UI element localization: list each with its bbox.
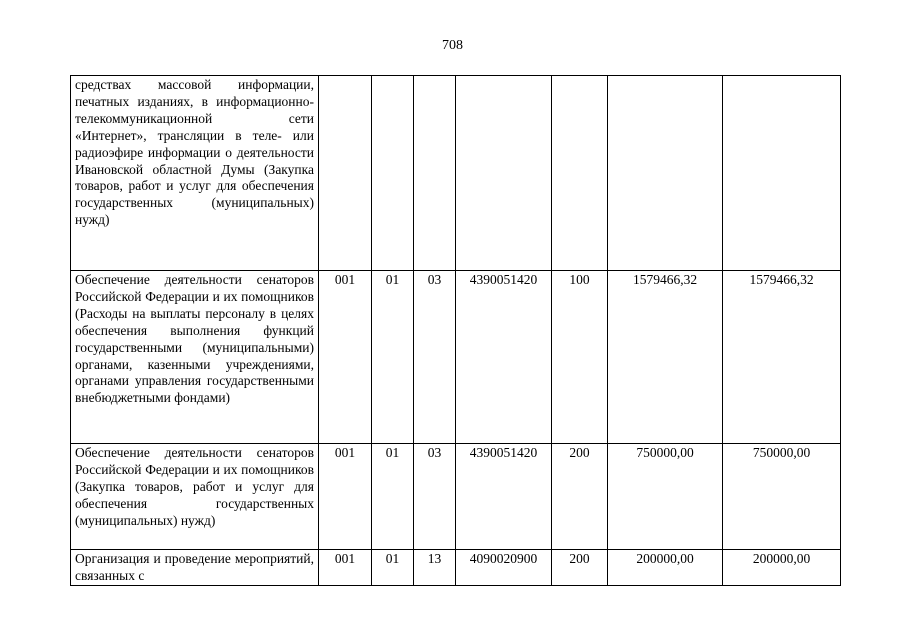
sum-year-2: 1579466,32 (723, 271, 841, 444)
page-number: 708 (442, 38, 463, 53)
subsection-code: 03 (414, 271, 456, 444)
target-article-code: 4390051420 (456, 271, 552, 444)
ministry-code (319, 76, 372, 271)
subsection-code: 13 (414, 550, 456, 586)
table-row (71, 550, 841, 586)
table-row (71, 76, 841, 271)
target-article-code: 4390051420 (456, 444, 552, 550)
expense-description: Обеспечение деятельности сенаторов Российской Федерации и их помощников (Расходы на выплаты персоналу в целях обеспечения выполнения функций государственными (муниципальными) органами, казенными учреждениями, органами управления государственными внебюджетными фондами) (71, 271, 319, 444)
section-code (372, 76, 414, 271)
expense-type-code: 100 (552, 271, 608, 444)
sum-year-1: 1579466,32 (608, 271, 723, 444)
section-code: 01 (372, 550, 414, 586)
expense-description: Обеспечение деятельности сенаторов Российской Федерации и их помощников (Закупка товаров, работ и услуг для обеспечения государственных (муниципальных) нужд) (71, 444, 319, 550)
sum-year-1 (608, 76, 723, 271)
section-code: 01 (372, 444, 414, 550)
ministry-code: 001 (319, 444, 372, 550)
expense-type-code: 200 (552, 550, 608, 586)
table-row (71, 444, 841, 550)
sum-year-2: 200000,00 (723, 550, 841, 586)
expense-type-code: 200 (552, 444, 608, 550)
budget-table (70, 75, 841, 586)
expense-description: средствах массовой информации, печатных изданиях, в информационно-телекоммуникационной сети «Интернет», трансляции в теле- или радиоэфире информации о деятельности Ивановской областной Думы (Закупка товаров, работ и услуг для обеспечения государственных (муниципальных) нужд) (71, 76, 319, 271)
expense-type-code (552, 76, 608, 271)
ministry-code: 001 (319, 271, 372, 444)
sum-year-1: 200000,00 (608, 550, 723, 586)
section-code: 01 (372, 271, 414, 444)
sum-year-2 (723, 76, 841, 271)
target-article-code: 4090020900 (456, 550, 552, 586)
expense-description: Организация и проведение мероприятий, связанных с (71, 550, 319, 586)
subsection-code (414, 76, 456, 271)
table-row (71, 271, 841, 444)
sum-year-2: 750000,00 (723, 444, 841, 550)
sum-year-1: 750000,00 (608, 444, 723, 550)
target-article-code (456, 76, 552, 271)
ministry-code: 001 (319, 550, 372, 586)
subsection-code: 03 (414, 444, 456, 550)
